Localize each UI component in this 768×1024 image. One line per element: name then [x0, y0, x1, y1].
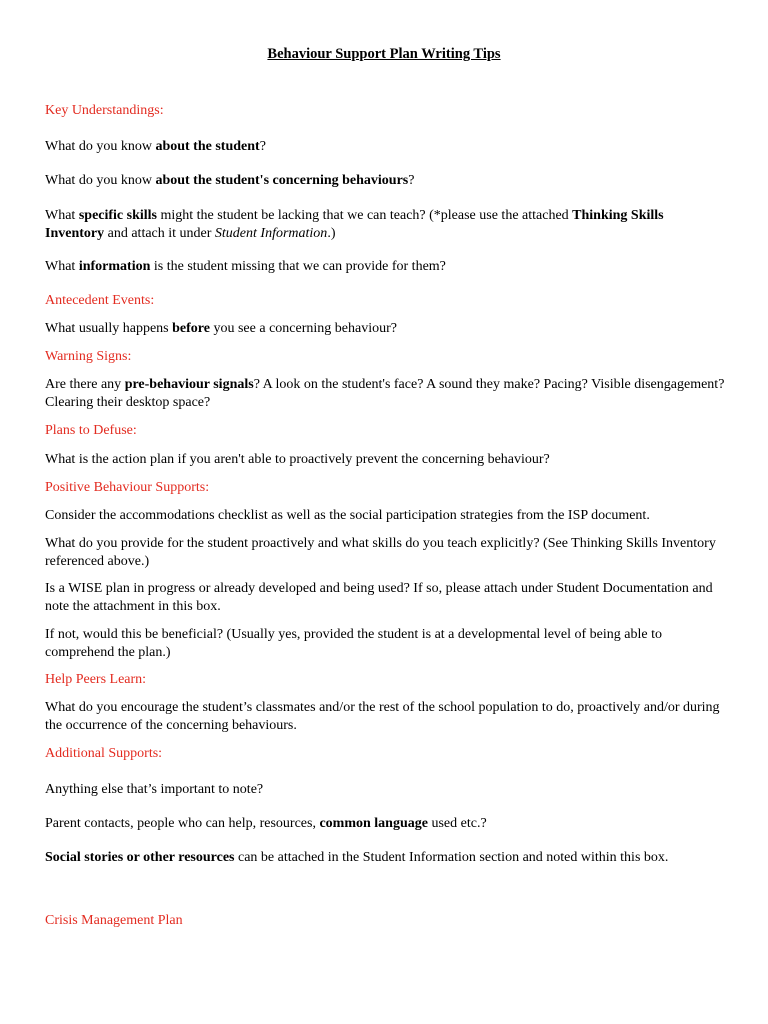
text-run: Positive Behaviour Supports: — [45, 480, 210, 495]
text-run: is the student missing that we can provide for them? — [150, 259, 446, 274]
question-pre-behaviour-signals — [45, 376, 725, 412]
text-run: Parent contacts, people who can help, resources, — [45, 816, 320, 831]
bold-run: about the student's concerning behaviours — [155, 173, 409, 188]
bold-run: common language — [319, 816, 428, 831]
question-provide-proactively — [45, 535, 725, 571]
text-run: What is the action plan if you aren't able to proactively prevent the concerning behaviour? — [45, 452, 550, 467]
heading-help-peers-learn — [45, 671, 725, 689]
question-wise-plan — [45, 580, 725, 616]
text-social-stories — [45, 849, 725, 867]
text-run: Consider the accommodations checklist as well as the social participation strategies from the ISP document. — [45, 508, 650, 523]
question-information — [45, 258, 725, 276]
text-run: can be attached in the Student Information section and noted within this box. — [234, 850, 669, 865]
text-run: used etc.? — [427, 816, 487, 831]
text-run: Are there any — [45, 377, 125, 392]
text-run: Warning Signs: — [45, 349, 132, 364]
text-run: Is a WISE plan in progress or already developed and being used? If so, please attach under Student Documentation and note the attachment in this box. — [45, 581, 713, 614]
text-run: Crisis Management Plan — [45, 913, 183, 928]
bold-run: about the student — [155, 139, 260, 154]
heading-positive-behaviour-supports — [45, 479, 725, 497]
text-run: Additional Supports: — [45, 746, 163, 761]
question-about-student — [45, 138, 725, 156]
text-accommodations-checklist — [45, 507, 725, 525]
italic-run: Student Information — [214, 226, 328, 241]
text-run: What do you know — [45, 173, 156, 188]
document-title: Behaviour Support Plan Writing Tips — [267, 46, 501, 62]
text-run: ? — [408, 173, 415, 188]
text-run: might the student be lacking that we can teach? (*please use the attached — [157, 208, 573, 223]
text-run: If not, would this be beneficial? (Usually yes, provided the student is at a developmental level of being able to comprehend the plan.) — [45, 627, 662, 660]
text-run: ? A look on the student's face? A sound they make? Pacing? Visible disengagement? Clearing their desktop space? — [45, 377, 725, 410]
bold-run: Thinking Skills Inventory — [45, 208, 664, 241]
bold-run: Social stories or other resources — [45, 850, 235, 865]
text-run: .) — [327, 226, 336, 241]
text-run: What — [45, 208, 79, 223]
heading-additional-supports — [45, 745, 725, 763]
text-parent-contacts — [45, 815, 725, 833]
text-run: What — [45, 259, 79, 274]
question-anything-else — [45, 781, 725, 799]
text-run: Plans to Defuse: — [45, 423, 137, 438]
question-action-plan — [45, 451, 725, 469]
bold-run: specific skills — [78, 208, 157, 223]
text-run: What do you provide for the student proactively and what skills do you teach explicitly? (See Thinking Skills Inventory referenced above.) — [45, 536, 716, 569]
text-run: Antecedent Events: — [45, 293, 155, 308]
text-run: What do you encourage the student’s classmates and/or the rest of the school population to do, proactively and/or during the occurrence of the concerning behaviours. — [45, 700, 720, 733]
text-run: ? — [259, 139, 266, 154]
text-run: and attach it under — [104, 226, 215, 241]
bold-run: information — [78, 259, 151, 274]
text-run: What usually happens — [45, 321, 173, 336]
text-run: What do you know — [45, 139, 156, 154]
text-run: you see a concerning behaviour? — [209, 321, 397, 336]
text-run: Help Peers Learn: — [45, 672, 147, 687]
heading-warning-signs — [45, 348, 725, 366]
question-before-behaviour — [45, 320, 725, 338]
question-specific-skills — [45, 207, 725, 243]
heading-antecedent-events — [45, 292, 725, 310]
question-if-not-beneficial — [45, 626, 725, 662]
heading-key-understandings — [45, 102, 725, 120]
bold-run: before — [172, 321, 210, 336]
question-concerning-behaviours — [45, 172, 725, 190]
heading-crisis-management-plan — [45, 912, 725, 930]
question-encourage-classmates — [45, 699, 725, 735]
text-run: Key Understandings: — [45, 103, 164, 118]
heading-plans-to-defuse — [45, 422, 725, 440]
bold-run: pre-behaviour signals — [124, 377, 254, 392]
text-run: Anything else that’s important to note? — [45, 782, 264, 797]
